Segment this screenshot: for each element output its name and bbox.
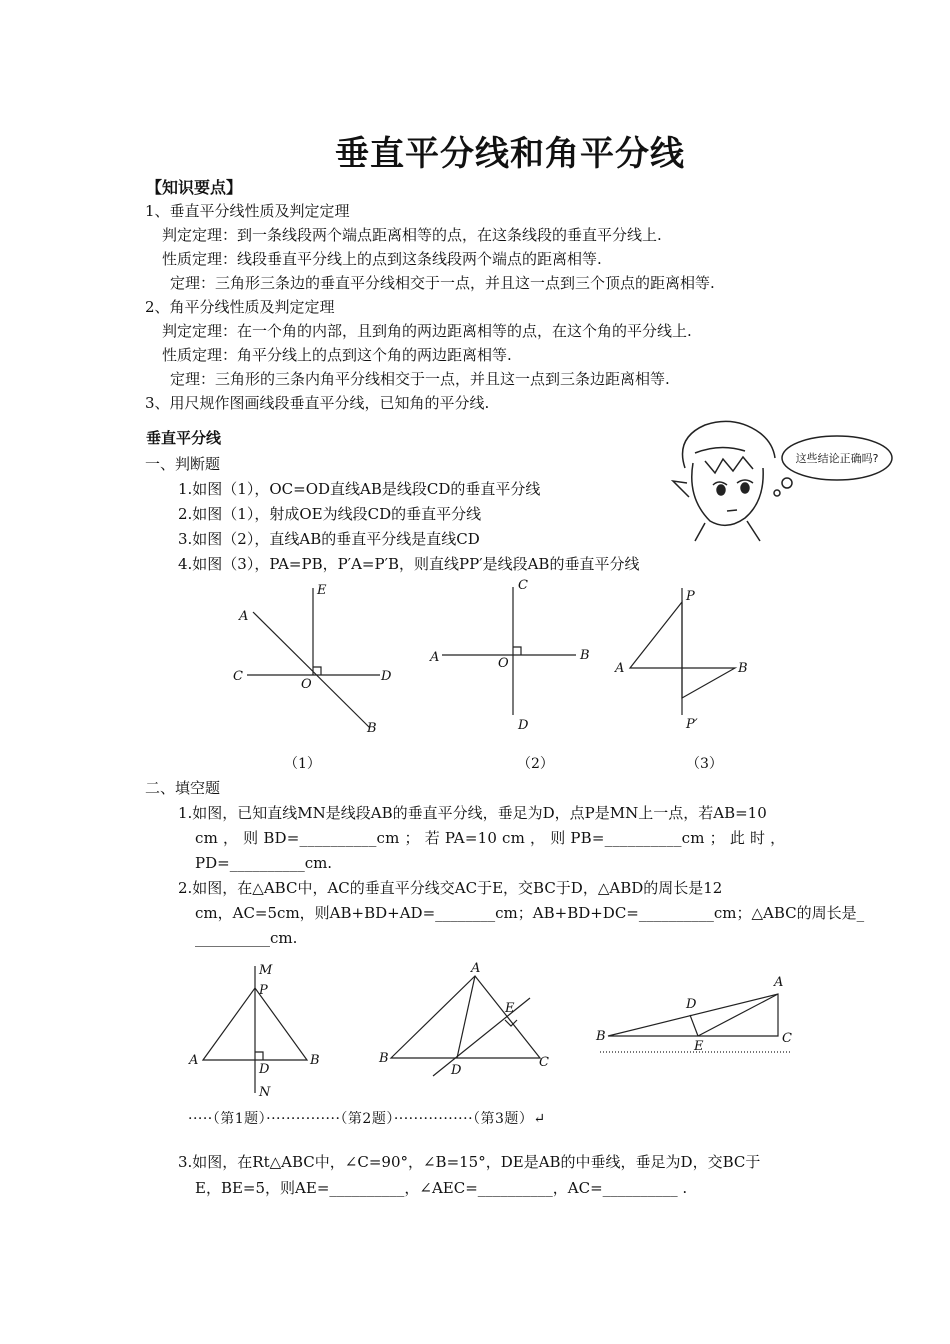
- part2-q2-line1: 2.如图，在△ABC中，AC的垂直平分线交AC于E，交BC于D，△ABD的周长是12: [178, 879, 723, 897]
- label: B: [367, 721, 377, 736]
- label: C: [233, 669, 243, 684]
- part1-q3: 3.如图（2），直线AB的垂直平分线是直线CD: [178, 530, 480, 548]
- part2-q3-line1: 3.如图，在Rt△ABC中，∠C=90°，∠B=15°，DE是AB的中垂线，垂足为D，交BC于: [178, 1153, 761, 1171]
- knowledge-item2: 2、角平分线性质及判定定理: [145, 298, 335, 316]
- label: A: [615, 661, 625, 676]
- figure-caption: （1）: [284, 756, 321, 772]
- figure-caption: （3）: [686, 756, 723, 772]
- part2-q3-line2: E，BE=5，则AE=__________，∠AEC=__________，AC=__________ .: [195, 1179, 688, 1197]
- label: B: [379, 1051, 389, 1066]
- label: A: [430, 650, 440, 665]
- label: D: [686, 997, 697, 1012]
- figure-caption: （2）: [517, 756, 554, 772]
- label: D: [259, 1062, 270, 1077]
- label: B: [596, 1029, 606, 1044]
- figure-3: [610, 580, 760, 740]
- question-figure-3: [590, 970, 805, 1060]
- part2-q2-line2: cm，AC=5cm，则AB+BD+AD=________cm；AB+BD+DC=__________cm；△ABC的周长是_: [195, 904, 865, 922]
- label: A: [189, 1053, 199, 1068]
- part2-q1-line2: cm ， 则 BD=__________cm ； 若 PA=10 cm ， 则 PB=__________cm ； 此 时 ，: [195, 829, 786, 847]
- label: A: [471, 961, 481, 976]
- label: A: [774, 975, 784, 990]
- figure-2: [428, 575, 598, 740]
- knowledge-item1-prop: 性质定理：线段垂直平分线上的点到这条线段两个端点的距离相等.: [162, 250, 602, 268]
- label: C: [518, 578, 528, 593]
- label: B: [310, 1053, 320, 1068]
- cartoon-character-illustration: [665, 413, 905, 543]
- part2-q1-line3: PD=__________cm.: [195, 854, 333, 872]
- label: P′: [686, 717, 698, 732]
- label: M: [259, 963, 273, 978]
- part1-q1: 1.如图（1），OC=OD直线AB是线段CD的垂直平分线: [178, 480, 541, 498]
- knowledge-item1: 1、垂直平分线性质及判定定理: [145, 202, 350, 220]
- label: B: [580, 648, 590, 663]
- label: A: [239, 609, 249, 624]
- label: E: [694, 1039, 704, 1054]
- page-title: 垂直平分线和角平分线: [335, 134, 685, 174]
- label: B: [738, 661, 748, 676]
- line-ab: [253, 612, 370, 728]
- knowledge-item2-judge: 判定定理：在一个角的内部，且到角的两边距离相等的点，在这个角的平分线上.: [162, 322, 692, 340]
- knowledge-item1-judge: 判定定理：到一条线段两个端点距离相等的点，在这条线段的垂直平分线上.: [162, 226, 662, 244]
- label: N: [259, 1085, 271, 1100]
- label: C: [782, 1031, 792, 1046]
- part1-header: 一、判断题: [145, 455, 221, 473]
- label: D: [381, 669, 392, 684]
- label: P: [259, 983, 268, 998]
- question-figure-captions: ·····（第1题）···············（第2题）················（第3题）↵: [188, 1111, 546, 1127]
- label: P: [686, 589, 695, 604]
- part1-q4: 4.如图（3），PA=PB，P′A=P′B，则直线PP′是线段AB的垂直平分线: [178, 555, 640, 573]
- figure-1: [225, 580, 400, 740]
- part2-header: 二、填空题: [145, 779, 221, 797]
- part1-q2: 2.如图（1），射成OE为线段CD的垂直平分线: [178, 505, 482, 523]
- label: C: [539, 1055, 549, 1070]
- part2-q1-line1: 1.如图，已知直线MN是线段AB的垂直平分线，垂足为D，点P是MN上一点，若AB=10: [178, 804, 767, 822]
- label: O: [498, 656, 509, 671]
- label: D: [451, 1063, 462, 1078]
- question-figure-1: [185, 958, 335, 1103]
- label: E: [317, 583, 327, 598]
- label: D: [518, 718, 529, 733]
- knowledge-item2-thm: 定理：三角形的三条内角平分线相交于一点，并且这一点到三条边距离相等.: [170, 370, 670, 388]
- part2-q2-line3: __________cm.: [195, 929, 298, 947]
- bubble-text: 这些结论正确吗?: [795, 452, 879, 465]
- knowledge-item2-prop: 性质定理：角平分线上的点到这个角的两边距离相等.: [162, 346, 512, 364]
- knowledge-header: 【知识要点】: [146, 178, 243, 197]
- label: O: [301, 677, 312, 692]
- section-title: 垂直平分线: [146, 429, 222, 447]
- label: E: [505, 1001, 515, 1016]
- knowledge-item1-thm: 定理：三角形三条边的垂直平分线相交于一点，并且这一点到三个顶点的距离相等.: [170, 274, 715, 292]
- question-figure-2: [375, 958, 560, 1083]
- knowledge-item3: 3、用尺规作图画线段垂直平分线，已知角的平分线.: [145, 394, 490, 412]
